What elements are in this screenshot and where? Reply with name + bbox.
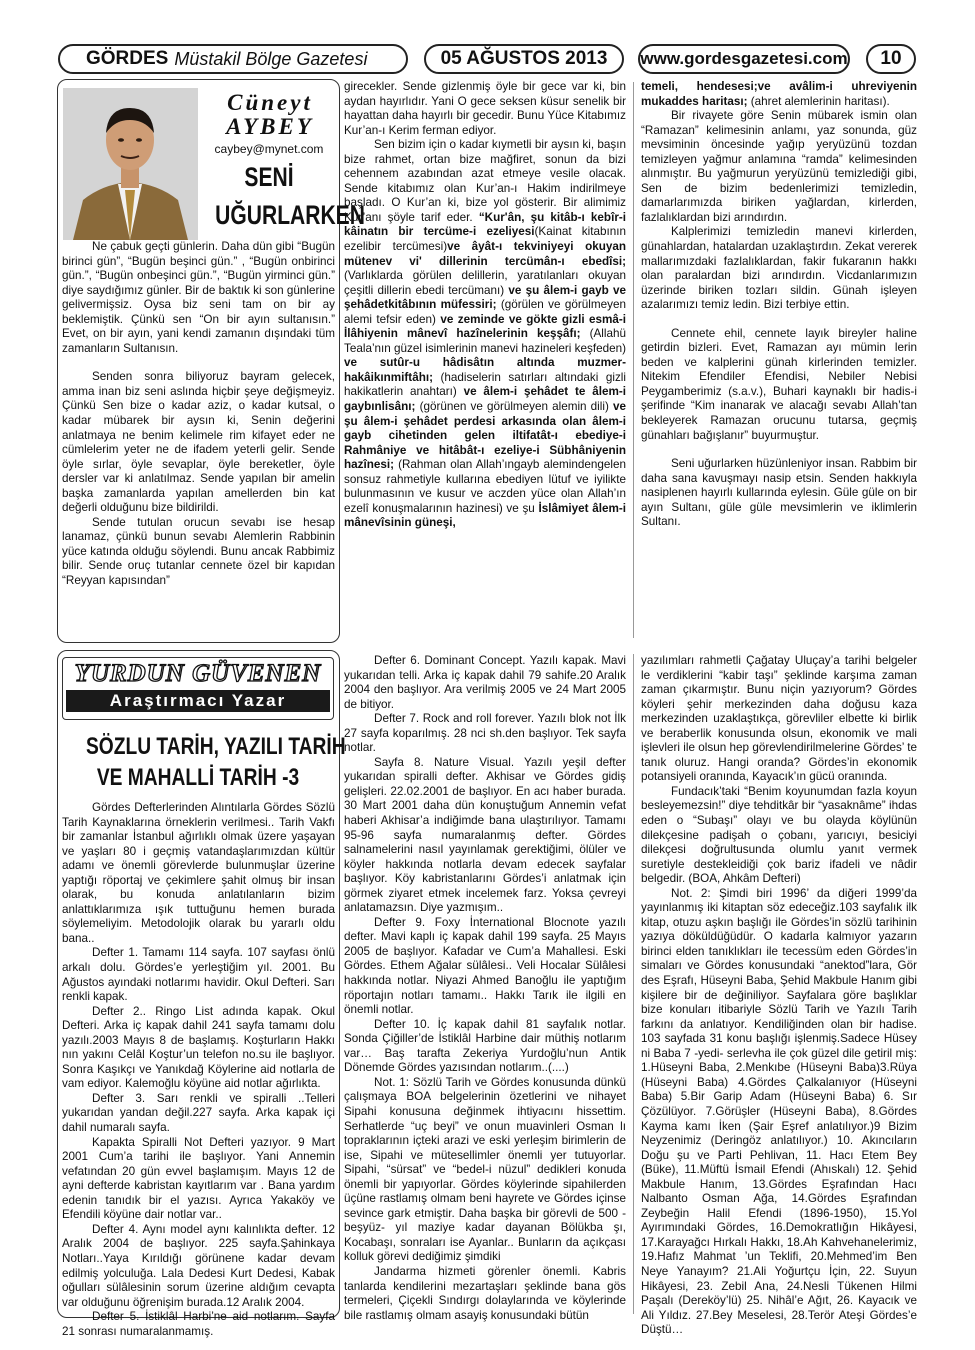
column-divider: [633, 654, 634, 1314]
paragraph: Kapakta Spiralli Not Defteri yazıyor. 9 Mart 2001 Cum’a tarihi ile başlıyor. Yani Annemin vefatından 20 gün evvel başlamışım. Mayıs 12 de ayni defterde kabristan kayıtlarım var . Bana yardım edenin tanıdık bir el yazısı. Ayrıca Yakaköy ve Efendili köyüne dair notlar var..: [62, 1135, 335, 1222]
paragraph: Sayfa 8. Nature Visual. Yazılı yeşil defter yukarıdan spiralli defter. Akhisar ve Gördes gidiş gelişleri. 22.02.2001 de başlıyor. En acı haber burada. 30 Mart 2001 daha dün konuştuğum Annemin vefat haberi Akhisar’a indiğimde bana ulaştırılıyor. Tamamı 95-96 sayfa numaralanmış defter. Gördes salnamelerini nasıl yayınlamak gerektiğimi, ölüler ve köyler hakkında notlarla devam edecek sayfalar başlıyor. Köy kabristanlarını Gördes’i anlatmak için görmek ziyaret etmek incelemek farz. Yoksa çevreyi anlatamazsın. Diye yazmışım..: [344, 755, 626, 915]
paragraph: Cennete ehil, cennete layık bireyler haline getirdin bizleri. Evet, Ramazan ayı mümin lerin beden ve kalplerini günah kirlerinden temizler. Nitekim Efendiler Efendisi, Nebiler Nebisi Peygamberimiz (s.a.v.), Buhari kaynaklı bir hadis-i şerifinde “Kim inanarak ve alacağı sevabı Allah’tan bekleyerek Ramazan orucunu tutarsa, geçmiş günahları bağışlanır” buyurmuştur.: [641, 326, 917, 442]
website-link[interactable]: www.gordesgazetesi.com: [638, 44, 850, 74]
paragraph: Not. 1: Sözlü Tarih ve Gördes konusunda dünkü çalışmaya BOA belgelerinin özetlerini ve nihayet Sipahi konusuna değinmek ihtiyacını hissettim. Serhatlerde “uç beyi” ve onun muavinleri Osman lı topraklarının içteki arazi ve eski yerleşim birimlerin de ise, Sipahi ve mütesellimler önemli yer tutuyorlar. Sipahi, “sürsat” ve “bedel-i nüzul” dedikleri konuda önemli bir yapıyorlar. Gördes köylerinde sipahilerden üçüne rastlamış olmam beni hayrete ve Gördes içinse sevince gark etmiştir. Daha başka bir görevli de 500 -beşyüz- yıl maziye kadar dayanan Bölükba şı, Kocabaşı, sonraları ise Ayanlar.. Bunların da açıkçası kolluk görevi dediğimiz şimdiki: [344, 1075, 626, 1264]
bold-quote-segment: ve âlem-i şehâdet te âlem-i gaybınlisânı;: [344, 385, 627, 414]
paragraph: [344, 138, 626, 531]
paragraph: Defter 7. Rock and roll forever. Yazılı blok not İlk 27 sayfa koparılmış. 28 nci sh.den başlıyor. Tek sayfa notlar.: [344, 712, 626, 755]
quote-explanation: (görülen ve görülmeyen alemi tefsir eden): [344, 298, 626, 326]
bold-text: temeli, hendesesi;ve avâlim-i uhreviyenin mukaddes haritası;: [641, 80, 917, 108]
article1-column-3: [641, 80, 917, 640]
page-number: 10: [866, 44, 916, 74]
paragraph: [641, 80, 917, 109]
bold-quote-segment: ve şu âlem-i gayb ve şehâdetkitâbının müfessiri;: [344, 283, 627, 312]
bold-quote-segment: ve şu âlem-i şehâdet perdesi arkasında olan âlem-i gayb cihetinden gelen iltifatât-ı ebediye-i Rahmâniye ve hitâbât-ı ezeliye-i Sübhâniyenin hazînesi;: [344, 400, 626, 472]
article2-column-1: [62, 801, 335, 1338]
article2-column-3: [641, 654, 917, 1337]
bold-quote-segment: ve zeminde ve gökte gizli esmâ-i İlâhiyenin mânevî hazînelerinin keşşâfı;: [344, 312, 626, 341]
newspaper-subtitle: Müstakil Bölge Gazetesi: [174, 48, 368, 69]
bold-quote-segment: ve âyât-ı tekviniyeyi okuyan mütenev vi' dillerinin tercümân-ı ebedîsi;: [344, 240, 626, 268]
paragraph: Sende tutulan orucun sevabı ise hesap lanamaz, çünkü bunun sevabı Alemlerin Rabbinin yüce katında olduğu söylendi. Bunu ancak Rabbimiz bilir. Sende oruç tutanlar cennete özel bir kapıdan “Reyyan kapısından”: [62, 515, 335, 588]
author-title-bar: Araştırmacı Yazar: [66, 690, 330, 712]
paragraph: Defter 6. Dominant Concept. Yazılı kapak. Mavi yukarıdan telli. Arka iç kapak dahil 79 sahife.20 Aralık 2004 den başlıyor. Ara verilmiş 2005 ve 24 Mart 2005 de bitiyor.: [344, 654, 626, 711]
article1-column-1: [62, 240, 335, 638]
paragraph: Ne çabuk geçti günlerin. Daha dün gibi “Bugün birinci gün”, “Bugün beşinci gün.” , “Bugün onbirinci gün.”, “Bugün onbeşinci gün.”, “Bugün yirminci gün.” diye saydığımız günler. Bir de baktık ki son günlerine gelivermişsiz. Oysa biz seni tam on bir ay beklemiştik. Çünkü sen “On bir ayın sultanısın.” Evet, on bir ayın, yani kendi zamanın dışındaki tüm zamanların Sultanısın.: [62, 240, 335, 355]
article1-column-2: [344, 80, 626, 640]
paragraph: Not. 2: Şimdi biri 1996’ da diğeri 1999’da yayınlanmış iki kitaptan söz edeceğiz.103 sayfalık ilk kitap, otuzu aşkın başlığı ile Gördes’in sözlü tarihinin yazıya döküldüğüdür. O kadarla kalmıyor yazarın birinci elden tanıklıkları ile tecessüm eden Gördes’in simaları ve Gördes konusundaki “anektod”lara, Gör des Eşrafı, Hüseyni Baba, Şehid Makbule Hanım gibi kişilere bir de değiniliyor. Sayfalara göre başlıklar bize konuları itibariyle Sözlü Tarih ve Yazılı Tarih farkını da anlatıyor. Kendiliğinden olan bir hadise. 103 sayfada 31 konu başlığı işlenmiş.Sadece Hüsey ni Baba 7 -yedi- serlevha ile çok güzel dile getiril miş: 1.Hüseyni Baba, 2.Menkıbe (Hüseyni Baba)3.Rüya (Hüseyni Baba) 4.Gördes Çalkalanıyor (Hüseyni Baba) 5.Bir Garip Adam (Hüseyni Baba) 6. Sır Çözülüyor. 7.Görüşler (Hüseyni Baba), 8.Gördes Kayma kamı İken (Şair Eşref anlatılıyor.)9 Bizim Neyzenimiz (Deringöz anlatılıyor.) 10. Akıncıların Doğu şu ve Parti Pehlivan, 11. Hacı Etem Bey (Büke), 11.Müftü İsmail Efendi (Ahıskalı) 12. Şehid Makbule Hanım, 13.Gördes Eşrafından Hacı Nalbanto Osman Ağa, 14.Gördes Eşrafından Zeybeğin Halil Efendi (1896-1950), 15.Yol Ayırımındaki Gördes, 16.Demokratlığın Hikâyesi, 17.Karayağcı Hırkalı Hakkı, 18.Ah Kahvehanelerimiz, 19.Hafız Mahmat ’un Teklifi, 20.Mehmed’im Ben Neye Yanayım? 21.Ali Yoğurtçu İçin, 22. Suyun Hikâyesi, 23. Zebil Ana, 24.Nesli Tükenen Hilmi Paşalı (Dereköy’lü) 25. Nihâl’e Ağıt, 26. Kayacık ve Ali Yıldız. 27.Bey Meselesi, 28.Terör Ateşi Gördes’e Düştü…: [641, 886, 917, 1337]
paragraph: Defter 9. Foxy İnternational Blocnote yazılı defter. Mavi kaplı iç kapak dahil 199 sayfa. 25 Mayıs 2005 de başlıyor. Kafadar ve Cum’a Mahallesi. Eski Gördes. Ethem Ağalar sülâlesi.. Veli Hocalar Sülâlesi hakkında notlar. Niyazi Ahmed Banoğlu ile yaptığım röportajın notları tamamı.. Hakkı Tarık ile ilgili en önemli notlar.: [344, 915, 626, 1017]
author-banner: [62, 657, 334, 720]
author-photo: [63, 88, 198, 240]
paragraph: Defter 2.. Ringo List adında kapak. Okul Defteri. Arka iç kapak dahil 241 sayfa tamamı dolu yazılı.2003 Mayıs 8 de başlamış. Koşturların Hakkı nın yakını Celâl Koştur’un telefon no.su ile başlıyor. Sonra Kaşıkçı ve Yanıkdağ Köylerine aid notlarla de vam ediyor. Kalemoğlu köyüne aid notlar ağırlıkta.: [62, 1004, 335, 1091]
bold-quote-segment: “Kur'ân, şu kitâb-ı kebîr-i kâinatın bir tercüme-i ezeliyesi: [344, 210, 627, 239]
article2-headline-line1: SÖZLU TARİH, YAZILI TARİH: [86, 733, 346, 760]
paragraph: girecekler. Sende gizlenmiş öyle bir gece var ki, bin aydan hayırlıdır. Yani O gece seksen küsur senelik bir hayattan daha hayırlı bir gecedir. Bunu Yüce Kitabımız Kur’an-ı Kerim ferman ediyor.: [344, 80, 626, 137]
paragraph: yazılımları rahmetli Çağatay Uluçay’a tarihi belgeler le verdiklerini “kabir taşı” şeklinde karşıma zaman zaman çıkarmıştır. Bunu niçin yazıyorum? Gördes köyleri şehir merkezinden daha doğusu kaza merkezinden uzaklaştıkça, görevliler elbette ki birlik ve beraberlik konusunda olsun, ekonomik ve mali işlevleri ile olsun hep görevlendirilmelerine Gördes’ te tanık oluruz. Hangi oranda? Gördes’in ekonomik potansiyeli oranında, Kayacık’ın gücü oranında.: [641, 654, 917, 784]
paragraph: Defter 10. İç kapak dahil 81 sayfalık notlar. Sonda Çiğiller’de İstiklâl Harbine dair müthiş notlarım var… Baş tarafta Zekeriya Yurdoğlu’nun Antik Dönemde Gördes yazısından notlarım..(....): [344, 1017, 626, 1075]
issue-date: 05 AĞUSTOS 2013: [424, 44, 624, 74]
paragraph: Defter 1. Tamamı 114 sayfa. 107 sayfası önlü arkalı dolu. Gördes’e yerleştiğim yıl. 2001. Bu Ağustos ayındaki notlarımı havidir. Okul Defteri. Sarı renkli kapak.: [62, 946, 335, 1004]
quote-explanation: (Allahü Teala’nın güzel isimlerinin manevi hazineleri keşfeden): [344, 327, 626, 355]
quote-explanation: (Varlıklarda görülen delillerin, yaratılanları okuyan çeşitli dillerin ebedi tercümanı): [344, 269, 626, 297]
author-email[interactable]: caybey@mynet.com: [214, 142, 324, 156]
quote-explanation: (hadiselerin satırları altındaki gizli hakikatlerin anahtarı): [344, 370, 626, 399]
portrait-image: [63, 88, 198, 240]
paragraph: Fundacık’taki “Benim koyunumdan fazla koyun besleyemezsin!” diye tehditkâr bir “yasaknâme” ihdas eden o “Subaşı” olayı ve bu olayda köylünün dilekçesine padişah o çobanı, yarıcıyı, besiciyi dilekçesi doğrultusunda olumlu yanıt vermek suretiyle destekleidiği çok bariz ifadeli ve nâdir belgedir. (BOA, Ahkâm Defteri): [641, 784, 917, 886]
masthead-title: [58, 44, 408, 74]
paragraph: Seni uğurlarken hüzünleniyor insan. Rabbim bir daha sana kavuşmayı nasip etsin. Senden hakkıyla nasiplenen hayırlı kullarında eylesin. Güle güle on bir ayın Sultanı, güle güle mevsimlerin ve iklimlerin Sultanı.: [641, 457, 917, 529]
author-first-name: Cüneyt: [227, 90, 313, 115]
quote-explanation: (görünen ve görülmeyen alemin dili): [415, 400, 613, 414]
article1-headline-line2: UĞURLARKEN: [215, 200, 365, 230]
author-name-banner: YURDUN GÜVENEN: [74, 660, 322, 687]
paragraph: Jandarma hizmeti görenler önemli. Kabris tanlarda kendilerini mezartaşları şeklinde bana gös termeleri, Çiçekli Sındırgı dolaylarında ve köylerinde bile rastlamış olmam asayiş konusundaki bütün: [344, 1264, 626, 1322]
quote-explanation: (Rahman olan Allah’ıngayb alemindengelen sonsuz rahmetiyle kullarına ebediyen lütuf ve iyilikte bulunmasının ve kusur ve aczden yüce olan Allah’ın ezelî konuşmalarının hazinesi) ve şu: [344, 458, 626, 515]
article2-headline-line2: VE MAHALLİ TARİH -3: [96, 764, 300, 791]
bold-quote-segment: ve sutûr-u hâdisâtın altında muzmer-hakâikınmiftâhı;: [344, 356, 626, 384]
article2-column-2: [344, 654, 626, 1322]
paragraph-text: (ahret alemlerinin haritası).: [747, 94, 890, 108]
column-divider: [633, 82, 634, 638]
bold-quote-segment: İslâmiyet âlem-i mânevîsinin güneşi,: [344, 501, 626, 530]
newspaper-name: GÖRDES: [86, 48, 169, 69]
quote-explanation: (Kainat kitabının ezelibir tercümesi): [344, 225, 626, 254]
paragraph: Defter 5. İstiklâl Harbi’ne aid notlarım. Sayfa 21 sonrası numaralanmamış.: [62, 1310, 335, 1338]
paragraph: Senden sonra biliyoruz bayram gelecek, amma inan biz seni aslında hiçbir şeye değişmeyiz. Çünkü Sen bize o kadar aziz, o kadar kutsal, o kadar mübarek bir aysın ki, Senin değerini anlatmaya ne benim kelimele rim kifayet eder ne cümlelerim yeter ne de ifadem yeterli gelir. Sende öyle sırlar, öyle sevaplar, öyle bereketler, öyle dersler var ki anlatılmaz. Sende yapılan bir amelin başka zamanlarda yapılan amellerden bin kat değerli olduğunu bize bildirildi.: [62, 370, 335, 515]
article1-headline-line1: SENİ: [244, 162, 294, 192]
paragraph: Gördes Defterlerinden Alıntılarla Gördes Sözlü Tarih Kaynaklarına örneklerin verilmesi.. Tarih Vakfı bir zamanlar İstanbul ağırlıklı olmak üzere yaşayan ve yaşları 80 i geçmiş vatandaşlarımızdan kültür adamı ve önemli görevlerde bulunmuşlar üzerine yaptığı röportaj ve çekimlere şahit olmuş bir insan olarak, bu konuda anlatılanların bizim anlattıklarımıza ışık tuttuğunu hemen burada söylemeliyim. Metodolojik olarak bu yararlı oldu bana..: [62, 801, 335, 945]
paragraph: Defter 4. Aynı model aynı kalınlıkta defter. 12 Aralık 2004 de başlıyor. 225 sayfa.Şahinkaya Notları..Yaya Kırıldığı görünene kadar devam edilmiş yolculuğa. Lala Dedesi Kurt Dedesi, Kabak oğulları sülâlesinin sorum üzerine aldığım cevapta var olduğunu öğrenişim burada.12 Aralık 2004.: [62, 1222, 335, 1309]
paragraph: Defter 3. Sarı renkli ve spiralli ..Telleri yukarıdan yandan değil.227 sayfa. Arka kapak içi dahil numaralı sayfa.: [62, 1091, 335, 1135]
paragraph-text: Sen bizim için o kadar kıymetli bir aysın ki, başın bize rahmet, ortan bize mağfiret, sonun da bizi cehennem azabından azat etmeye vesile olacak. Sende kitabımız olan Kur’an-ı Hakim indirilmeye başladı. O Kur’an ki, bize yol gösterir. Bir alimimiz Kur’anı şöyle tarif eder.: [344, 138, 626, 224]
paragraph: Kalplerimizi temizledin manevi kirlerden, günahlardan, hatalardan uzaklaştırdın. Zekat vererek mallarımızdaki fazlalıklardan, fakir fukaranın hakkı olan paralardan bizi arındırdın. Vicdanlarımızın üzerinde biriken tozları sildin. Günah işleyen azalarımızı temiz ledin. Bizi terbiye ettin.: [641, 225, 917, 312]
quran-description: [344, 211, 626, 529]
paragraph: Bir rivayete göre Senin mübarek ismin olan “Ramazan” kelimesinin anlamı, yaz sonunda, güz mevsiminin öncesinde yağıp yeryüzünü tozdan temizleyen yağmur anlamına “ramda” kelimesinden alınmıştır. Bu yağmurun yeryüzünü temizlediği gibi, Sen de bizim bedenlerimizi temizledin, damarlarımızda biriken yağlardan, kirlerden, fazlalıklardan bizi arındırdın.: [641, 109, 917, 224]
author-last-name: AYBEY: [226, 114, 314, 139]
